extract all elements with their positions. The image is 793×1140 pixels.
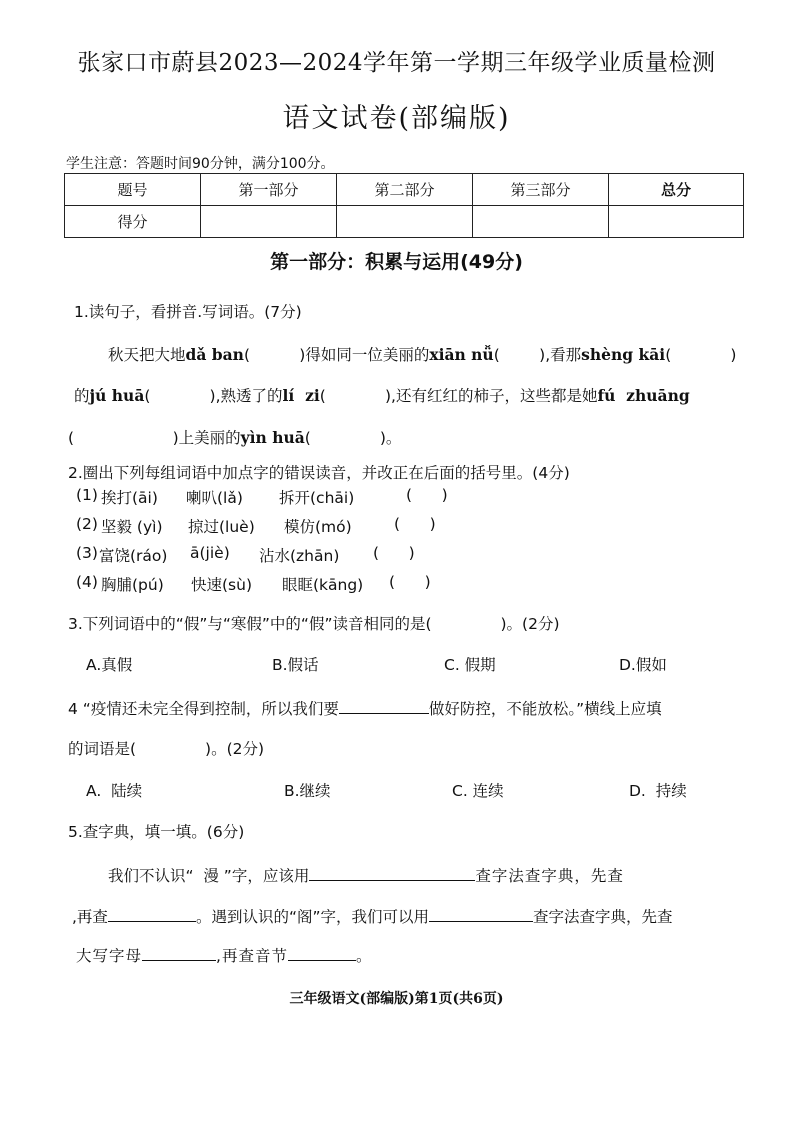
score-header-cell: 题号: [65, 174, 201, 206]
q5-blank[interactable]: [108, 907, 196, 922]
q5-stem: 5.查字典，填一填。(6分): [68, 823, 245, 841]
score-header-cell: 第二部分: [337, 174, 473, 206]
section-title: 第一部分：积累与运用(49分): [270, 251, 523, 273]
score-header-cell: 总分: [609, 174, 744, 206]
q3-option-a[interactable]: A.真假: [86, 656, 133, 674]
q1-line-3: ( )上美丽的yìn huā( )。: [68, 428, 402, 447]
q4-answer-blank[interactable]: [339, 699, 429, 714]
score-table-score-row: [65, 206, 744, 238]
score-header-cell: 第一部分: [201, 174, 337, 206]
score-cell[interactable]: [609, 206, 744, 238]
q1-line-1: 秋天把大地dǎ ban( )得如同一位美丽的xiān nǚ( ),看那shèng kāi( ): [108, 345, 737, 364]
exam-title: 张家口市蔚县2023—2024学年第一学期三年级学业质量检测: [77, 50, 716, 76]
q5-blank[interactable]: [309, 866, 475, 881]
q3-option-b[interactable]: B.假话: [272, 656, 319, 674]
exam-subtitle: 语文试卷(部编版): [282, 103, 511, 134]
score-table: [64, 173, 744, 238]
q1-line-2: 的jú huā( ),熟透了的lí zi( ),还有红红的柿子，这些都是她fú zhuāng: [74, 386, 690, 405]
q4-option-a[interactable]: A. 陆续: [86, 782, 143, 800]
q3-stem: 3.下列词语中的“假”与“寒假”中的“假”读音相同的是( )。(2分): [68, 615, 560, 633]
q5-blank[interactable]: [288, 946, 356, 961]
q4-option-c[interactable]: C. 连续: [452, 782, 504, 800]
page-footer: 三年级语文(部编版)第1页(共6页): [289, 991, 504, 1007]
q2-row: (2) 坚毅 (yì) 掠过(luè) 模仿(mó) ( ): [76, 515, 436, 536]
q1-stem: 1.读句子，看拼音.写词语。(7分): [74, 303, 302, 321]
score-cell[interactable]: [473, 206, 609, 238]
q3-option-c[interactable]: C. 假期: [444, 656, 496, 674]
score-header-cell: 第三部分: [473, 174, 609, 206]
score-table-header-row: [65, 174, 744, 206]
score-cell[interactable]: [337, 206, 473, 238]
q2-row: (4) 胸脯(pú) 快速(sù) 眼眶(kāng) ( ): [76, 573, 431, 594]
student-notice: 学生注意：答题时间90分钟，满分100分。: [66, 156, 335, 172]
q5-blank[interactable]: [429, 907, 533, 922]
score-cell[interactable]: [201, 206, 337, 238]
q4-stem-line-2: 的词语是( )。(2分): [68, 740, 265, 758]
q5-line-3: 大写字母 ,再查音节 。: [76, 947, 372, 965]
q5-line-2: ,再查 。遇到认识的“阁”字，我们可以用 查字法查字典，先查: [72, 908, 673, 926]
q2-row: (3) 富饶(ráo) ā(jiè) 沾水(zhān) ( ): [76, 544, 415, 565]
q2-stem: 2.圈出下列每组词语中加点字的错误读音，并改正在后面的括号里。(4分): [68, 464, 570, 482]
q4-stem-line-1: 4 “疫情还未完全得到控制，所以我们要 做好防控，不能放松。”横线上应填: [68, 700, 662, 718]
q4-option-d[interactable]: D. 持续: [629, 782, 687, 800]
q5-line-1: 我们不认识“ 漫 ”字，应该用 查字法查字典，先查: [108, 867, 624, 885]
q5-blank[interactable]: [142, 946, 216, 961]
score-row-label: 得分: [65, 206, 201, 238]
q2-row: (1) 挨打(āi) 喇叭(lǎ) 拆开(chāi) ( ): [76, 486, 448, 507]
q4-option-b[interactable]: B.继续: [284, 782, 331, 800]
q3-option-d[interactable]: D.假如: [619, 656, 667, 674]
